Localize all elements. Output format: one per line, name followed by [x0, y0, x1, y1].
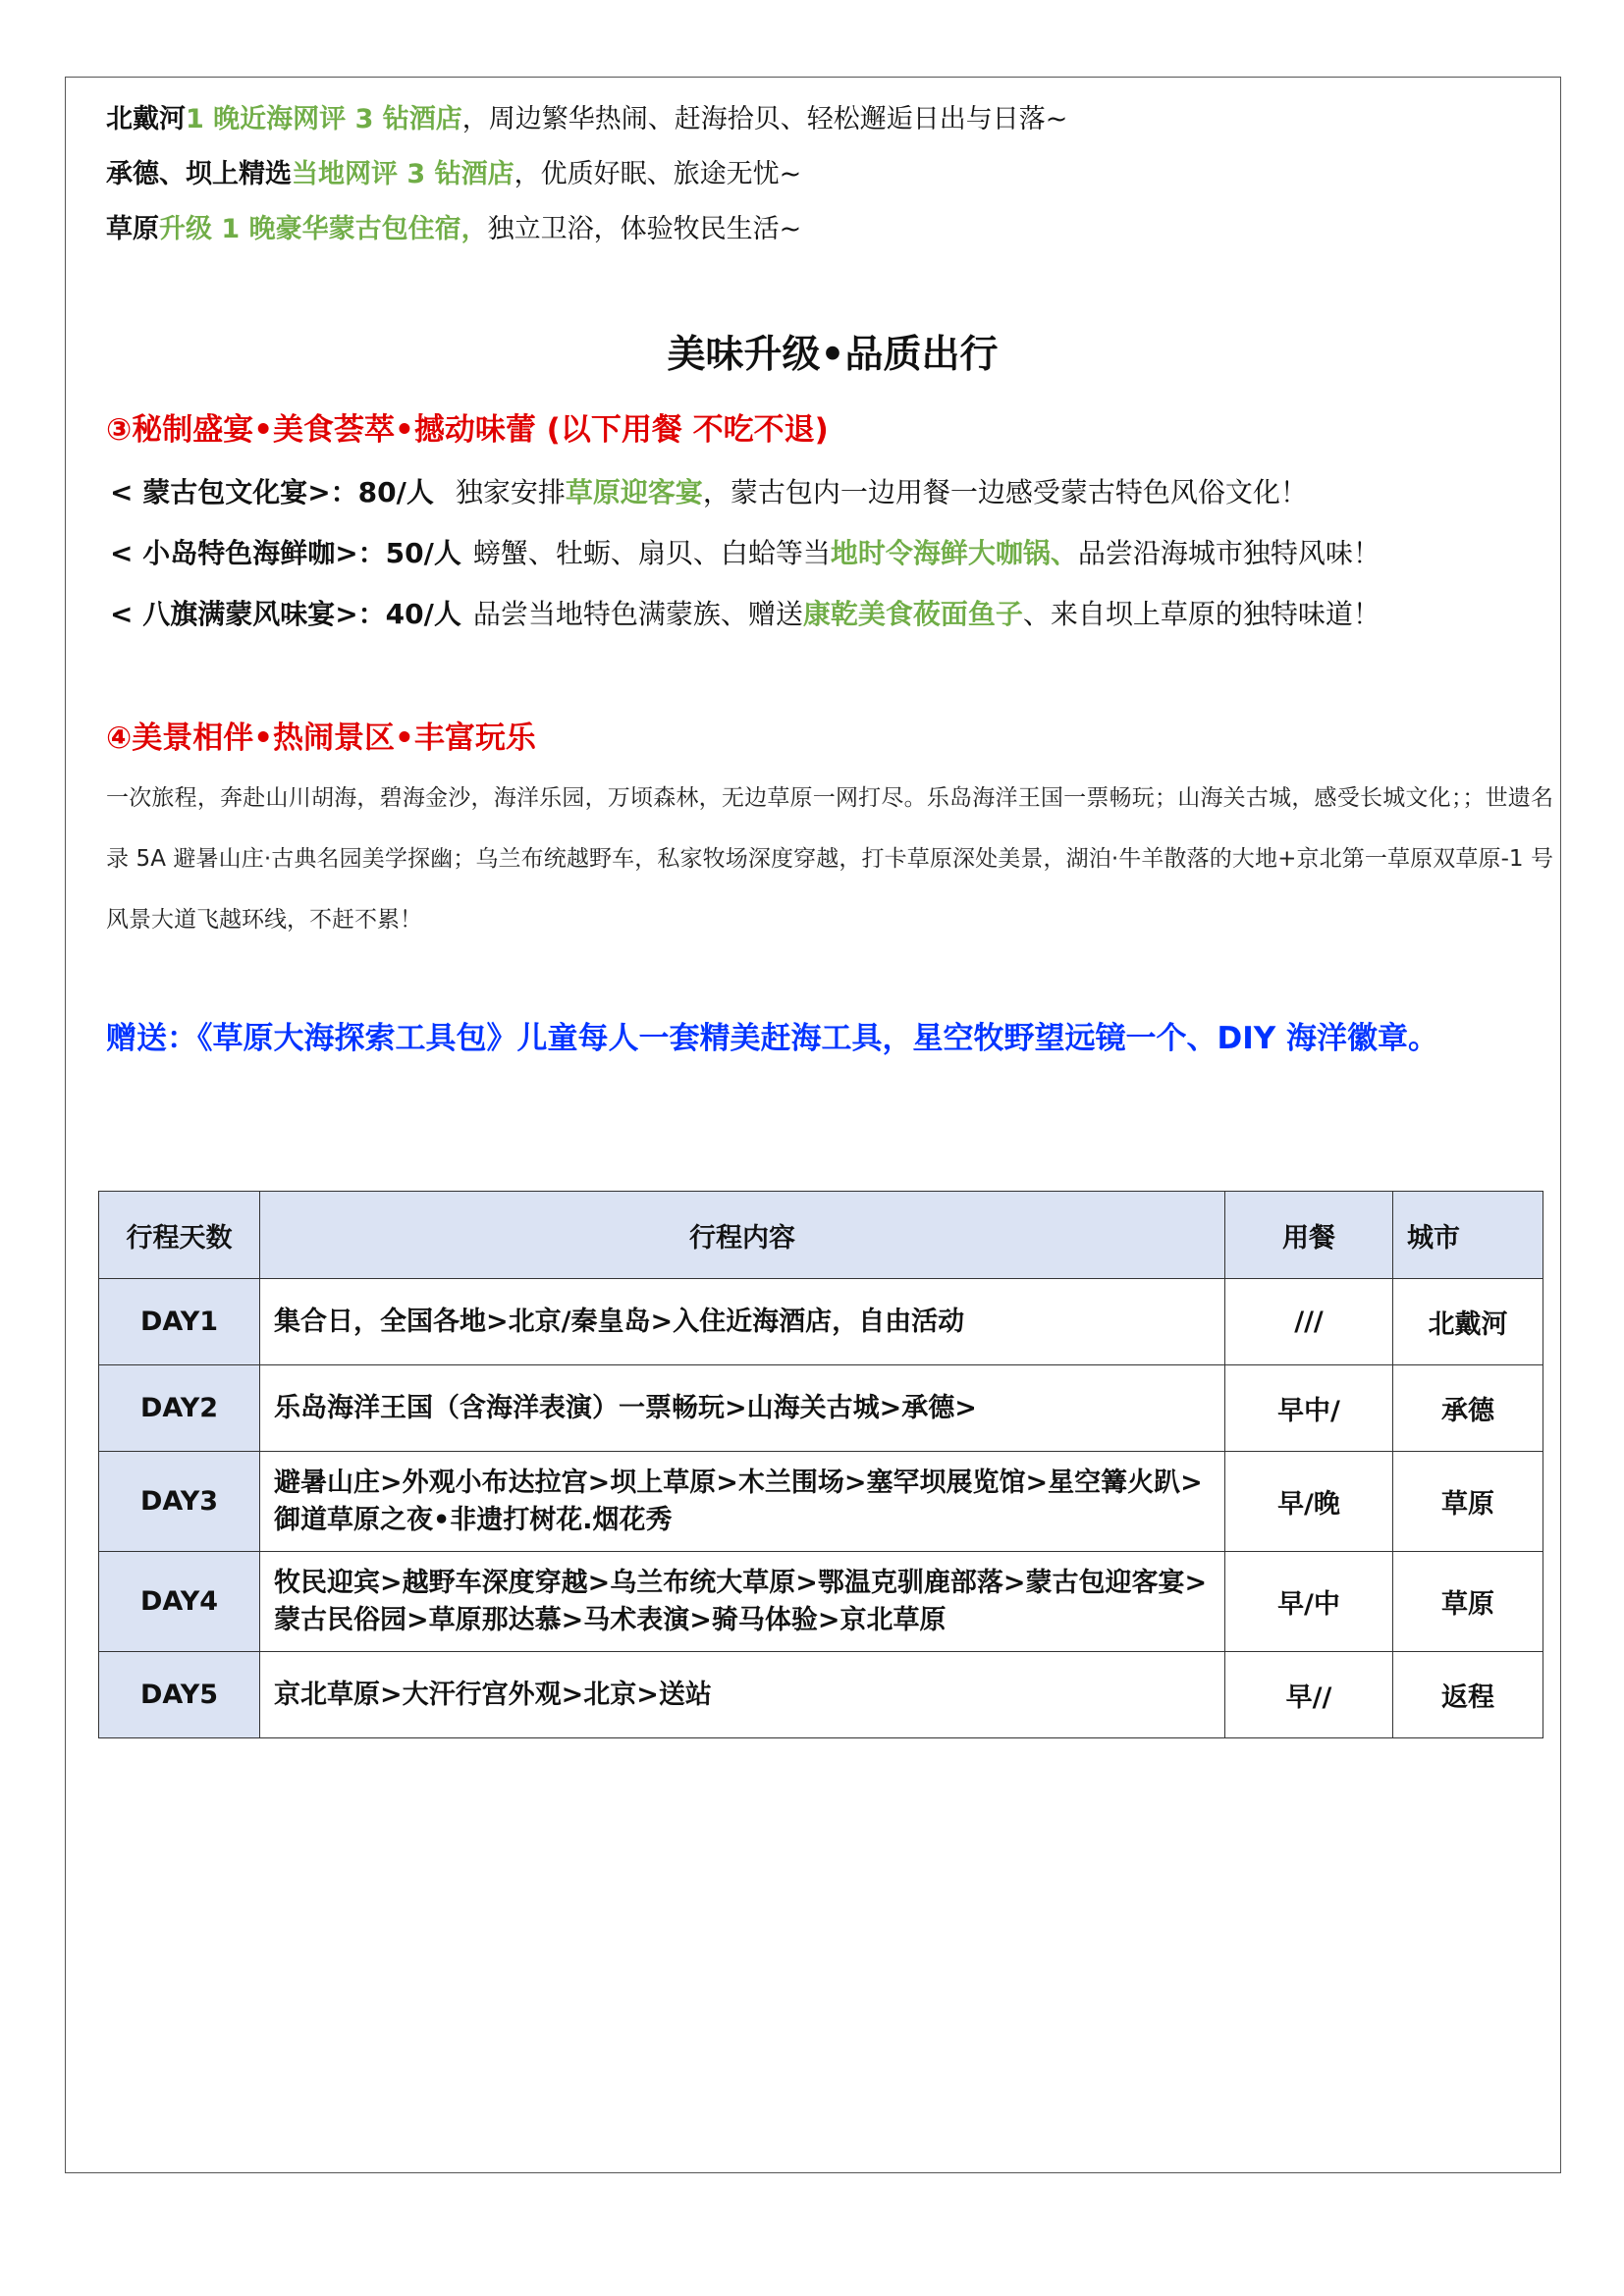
city-cell: 北戴河 — [1393, 1279, 1543, 1365]
city-cell: 草原 — [1393, 1552, 1543, 1652]
hotel-location: 草原 — [106, 214, 159, 244]
scenery-paragraph: 一次旅程，奔赴山川胡海，碧海金沙，海洋乐园，万顷森林，无边草原一网打尽。乐岛海洋王国一票畅玩；山海关古城，感受长城文化；；世遗名录 5A 避暑山庄·古典名园美学探幽；乌兰布统越野车，私家牧场深度穿越，打卡草原深处美景，湖泊·牛羊散落的大地+京北第一草原双草原-1 号风景大道飞越环线，不赶不累！ — [106, 785, 1553, 933]
hotel-highlight: 升级 1 晚豪华蒙古包住宿， — [159, 214, 488, 244]
itinerary-table — [98, 1191, 1543, 1738]
header-days: 行程天数 — [99, 1192, 260, 1279]
city-cell: 承德 — [1393, 1365, 1543, 1452]
hotel-highlight: 当地网评 3 钻酒店 — [292, 159, 514, 189]
table-row — [99, 1652, 1543, 1738]
meal-tag: < 蒙古包文化宴>：80/人 — [110, 476, 434, 508]
table-header-row — [99, 1192, 1543, 1279]
day-cell: DAY3 — [99, 1452, 260, 1552]
meal-item-1 — [110, 471, 1308, 510]
section-title: 美味升级•品质出行 — [667, 333, 999, 377]
content-cell: 牧民迎宾>越野车深度穿越>乌兰布统大草原>鄂温克驯鹿部落>蒙古包迎客宴>蒙古民俗园>草原那达慕>马术表演>骑马体验>京北草原 — [260, 1552, 1225, 1652]
scenery-section-title: ④美景相伴•热闹景区•丰富玩乐 — [106, 721, 536, 756]
page-border — [65, 77, 1561, 2173]
content-cell: 集合日，全国各地>北京/秦皇岛>入住近海酒店，自由活动 — [260, 1279, 1225, 1365]
day-cell: DAY5 — [99, 1652, 260, 1738]
meal-desc: 独家安排草原迎客宴，蒙古包内一边用餐一边感受蒙古特色风俗文化！ — [455, 476, 1308, 508]
content-cell: 避暑山庄>外观小布达拉宫>坝上草原>木兰围场>塞罕坝展览馆>星空篝火趴>御道草原之夜•非遗打树花.烟花秀 — [260, 1452, 1225, 1552]
meal-item-3 — [110, 593, 1380, 632]
day-cell: DAY1 — [99, 1279, 260, 1365]
meal-highlight: 草原迎客宴 — [565, 476, 703, 508]
meal-cell: 早中/ — [1225, 1365, 1393, 1452]
meal-item-2 — [110, 532, 1380, 571]
content-cell: 京北草原>大汗行宫外观>北京>送站 — [260, 1652, 1225, 1738]
meal-cell: 早/中 — [1225, 1552, 1393, 1652]
meal-desc: 品尝当地特色满蒙族、赠送康乾美食莜面鱼子、来自坝上草原的独特味道！ — [472, 598, 1380, 630]
meal-highlight: 康乾美食莜面鱼子 — [802, 598, 1023, 630]
hotel-highlight: 1 晚近海网评 3 钻酒店 — [186, 104, 462, 134]
meal-cell: /// — [1225, 1279, 1393, 1365]
hotel-desc: 独立卫浴，体验牧民生活~ — [487, 214, 802, 244]
header-meals: 用餐 — [1225, 1192, 1393, 1279]
header-city: 城市 — [1393, 1192, 1543, 1279]
meal-cell: 早// — [1225, 1652, 1393, 1738]
day-cell: DAY4 — [99, 1552, 260, 1652]
hotel-line-2 — [106, 147, 1559, 202]
table-row — [99, 1552, 1543, 1652]
table-row — [99, 1279, 1543, 1365]
meal-tag: < 小岛特色海鲜咖>：50/人 — [110, 537, 461, 569]
document-body — [106, 92, 1559, 1056]
food-section-title: ③秘制盛宴•美食荟萃•撼动味蕾 (以下用餐 不吃不退) — [106, 412, 829, 448]
hotel-location: 北戴河 — [106, 104, 186, 134]
meal-highlight: 地时令海鲜大咖锅、 — [830, 537, 1078, 569]
table-row — [99, 1452, 1543, 1552]
meal-cell: 早/晚 — [1225, 1452, 1393, 1552]
content-cell: 乐岛海洋王国（含海洋表演）一票畅玩>山海关古城>承德> — [260, 1365, 1225, 1452]
hotel-location: 承德、坝上精选 — [106, 159, 292, 189]
table-row — [99, 1365, 1543, 1452]
day-cell: DAY2 — [99, 1365, 260, 1452]
hotel-line-1 — [106, 92, 1559, 147]
city-cell: 草原 — [1393, 1452, 1543, 1552]
header-content: 行程内容 — [260, 1192, 1225, 1279]
meal-desc: 螃蟹、牡蛎、扇贝、白蛤等当地时令海鲜大咖锅、品尝沿海城市独特风味！ — [472, 537, 1380, 569]
meal-tag: < 八旗满蒙风味宴>：40/人 — [110, 598, 461, 630]
hotel-desc: ，优质好眠、旅途无忧~ — [514, 159, 802, 189]
hotel-line-3 — [106, 202, 1559, 257]
city-cell: 返程 — [1393, 1652, 1543, 1738]
gift-note: 赠送：《草原大海探索工具包》儿童每人一套精美赶海工具，星空牧野望远镜一个、DIY 海洋徽章。 — [106, 1021, 1439, 1056]
hotel-desc: ，周边繁华热闹、赶海拾贝、轻松邂逅日出与日落~ — [461, 104, 1068, 134]
